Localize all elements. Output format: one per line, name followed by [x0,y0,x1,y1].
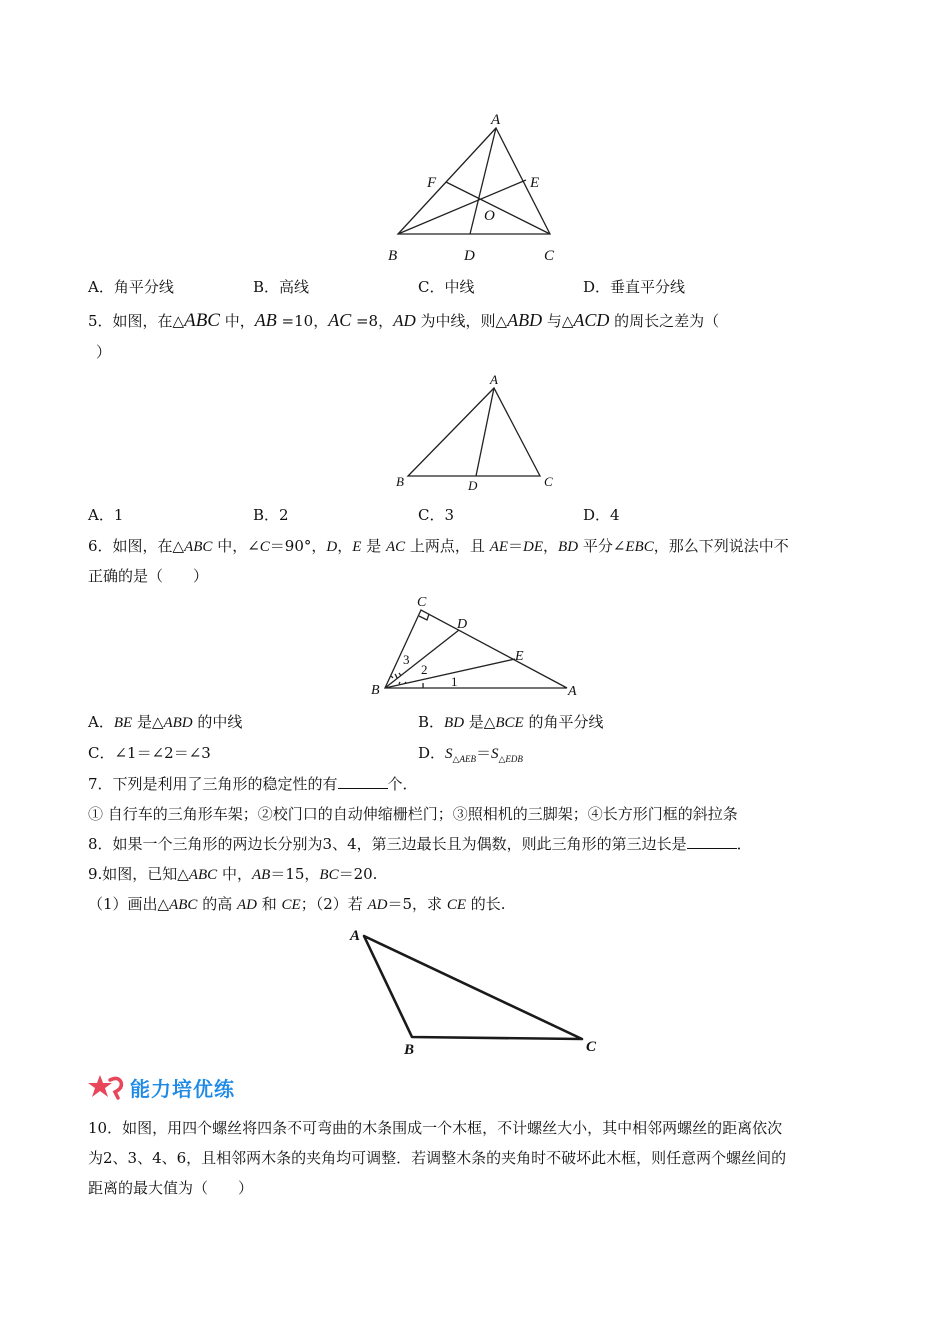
fig2-label-b: B [396,474,404,489]
fig1-label-b: B [388,248,398,264]
q4-option-a: A．角平分线 [88,278,174,296]
fig4-label-b: B [404,1042,415,1058]
section-header [88,1072,235,1102]
q8-answer-blank[interactable] [687,834,737,849]
q9-stem: 9.如图，已知△ABC 中，AB＝15，BC＝20. [88,865,378,883]
fig1-label-e: E [530,175,540,191]
figure-3-right-triangle [365,592,590,704]
fig1-label-a: A [491,112,501,128]
q5-option-c: C．3 [418,506,455,524]
figure-1-triangle [380,108,570,268]
figure-4-obtuse-triangle [340,920,610,1060]
q7-stem: 7．下列是利用了三角形的稳定性的有 个． [88,775,418,793]
q5-option-d: D．4 [583,506,620,524]
fig1-label-d: D [464,248,475,264]
fig3-angle-2: 2 [421,662,428,677]
section-title: 能力培优练 [130,1076,235,1101]
fig2-label-d: D [468,478,478,493]
q9-parts: （1）画出△ABC 的高 AD 和 CE；（2）若 AD＝5，求 CE 的长. [88,895,506,913]
fig3-angle-1: 1 [451,674,458,689]
q7-items: ① 自行车的三角形车架；②校门口的自动伸缩栅栏门；③照相机的三脚架；④长方形门框的斜拉条 [88,805,738,823]
q6-stem-line1: 6．如图，在△ABC 中，∠C＝90°，D，E 是 AC 上两点，且 AE＝DE，BD 平分∠EBC，那么下列说法中不 [88,537,789,555]
q5-stem-close: ） [96,343,112,361]
q5-option-b: B．2 [253,506,289,524]
fig3-label-a: A [568,684,577,699]
q10-line3: 距离的最大值为（ ） [88,1179,254,1197]
fig4-label-c: C [586,1039,597,1055]
q7-answer-blank[interactable] [338,774,388,789]
q6-option-c: C．∠1＝∠2＝∠3 [88,744,211,762]
q5-stem: 5．如图，在△ABC 中，AB =10，AC =8，AD 为中线，则△ABD 与△ACD 的周长之差为（ [88,310,720,331]
figure-2-triangle [390,370,560,495]
q4-option-b: B．高线 [253,278,310,296]
fig2-label-c: C [544,474,553,489]
fig4-label-a: A [350,928,361,944]
star-badge-icon [88,1074,124,1100]
q5-option-a: A．1 [88,506,124,524]
q6-option-d: D．$S_{\triangle AEB}=S_{\triangle EDB}$ [418,744,523,764]
fig3-label-e: E [515,649,524,664]
fig1-label-c: C [544,248,555,264]
fig3-label-b: B [371,683,380,698]
q4-option-c: C．中线 [418,278,475,296]
fig1-label-f: F [427,175,437,191]
fig3-label-d: D [457,617,468,632]
q10-line1: 10．如图，用四个螺丝将四条不可弯曲的木条围成一个木框，不计螺丝大小，其中相邻两螺丝的距离依次 [88,1119,783,1137]
q4-option-d: D．垂直平分线 [583,278,686,296]
fig1-label-o: O [484,208,495,224]
q6-stem-line2: 正确的是（ ） [88,567,209,585]
fig3-angle-3: 3 [403,652,410,667]
fig3-label-c: C [417,595,427,610]
q6-option-b: B．BD 是△BCE 的角平分线 [418,713,604,731]
q8-stem: 8．如果一个三角形的两边长分别为3、4，第三边最长且为偶数，则此三角形的第三边长是 ． [88,835,752,853]
q10-line2: 为2、3、4、6，且相邻两木条的夹角均可调整．若调整木条的夹角时不破坏此木框，则任意两个螺丝间的 [88,1149,787,1167]
fig2-label-a: A [490,372,498,387]
q6-option-a: A．BE 是△ABD 的中线 [88,713,243,731]
